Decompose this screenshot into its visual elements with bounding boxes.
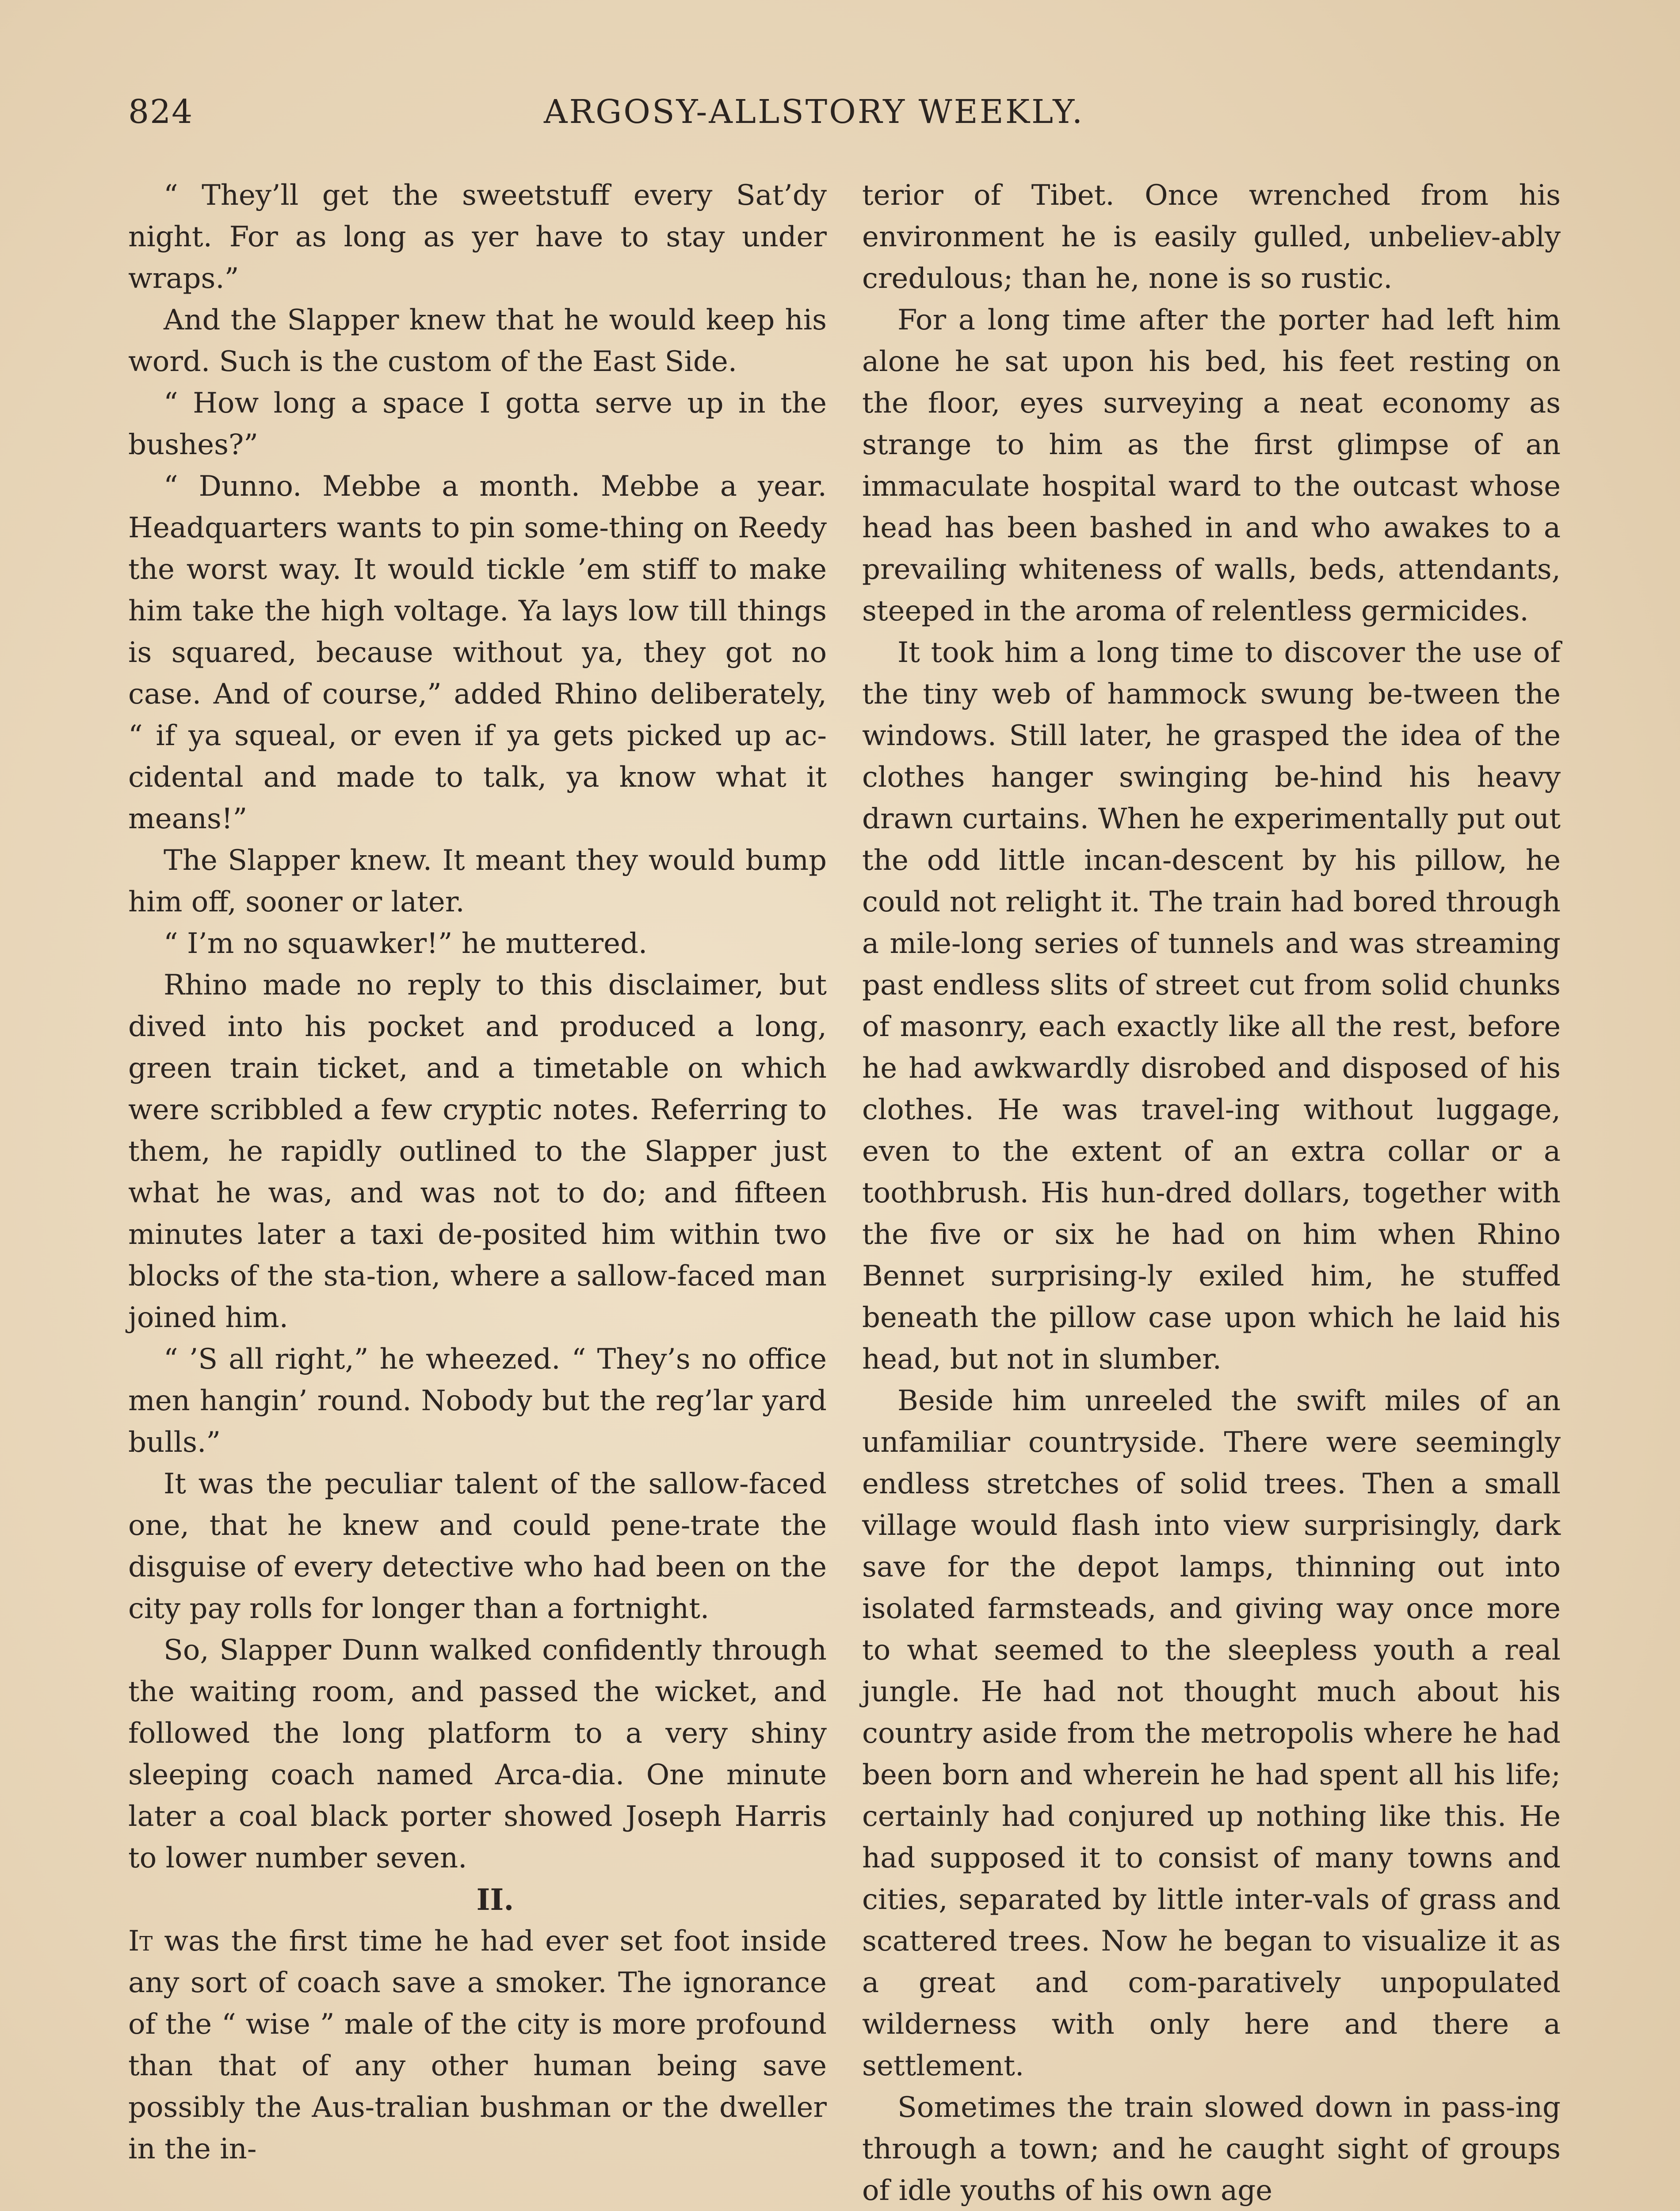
running-head: ARGOSY-ALLSTORY WEEKLY. xyxy=(544,93,1084,131)
paragraph: Rhino made no reply to this disclaimer, but dived into his pocket and produced a long, green train ticket, and a timetable on which were scribbled a few cryptic notes. Referring to them, he rapidly outlined to the Slapper just what he was, and was not to do; and fifteen minutes later a taxi de-posited him within two blocks of the sta-tion, where a sallow-faced man joined him. xyxy=(128,969,827,1334)
page-number: 824 xyxy=(128,93,194,131)
paragraph: It took him a long time to discover the use of the tiny web of hammock swung be-tween the windows. Still later, he grasped the idea of the clothes hanger swinging be-hind his heavy drawn curtains. When he experimentally put out the odd little incan-descent by his pillow, he could not relight it. The train had bored through a mile-long series of tunnels and was streaming past endless slits of street cut from solid chunks of masonry, each exactly like all the rest, before he had awkwardly disrobed and disposed of his clothes. He was travel-ing without luggage, even to the extent of an extra collar or a toothbrush. His hun-dred dollars, together with the five or six he had on him when Rhino Bennet surprising-ly exiled him, he stuffed beneath the pillow case upon which he laid his head, but not in slumber. xyxy=(862,636,1561,1376)
left-column xyxy=(128,175,827,2170)
paragraph: And the Slapper knew that he would keep his word. Such is the custom of the East Side. xyxy=(128,304,827,378)
paragraph: “ ’S all right,” he wheezed. “ They’s no office men hangin’ round. Nobody but the reg’lar yard bulls.” xyxy=(128,1343,827,1459)
paragraph: It was the peculiar talent of the sallow-faced one, that he knew and could pene-trate the disguise of every detective who had been on the city pay rolls for longer than a fortnight. xyxy=(128,1468,827,1625)
chapter-opening-paragraph xyxy=(128,1920,827,2170)
paragraph: Sometimes the train slowed down in pass-ing through a town; and he caught sight of groups of idle youths of his own age xyxy=(862,2091,1561,2207)
section-heading: II. xyxy=(476,1882,514,1917)
paragraph: “ They’ll get the sweetstuff every Sat’dy night. For as long as yer have to stay under wraps.” xyxy=(128,179,827,295)
paragraph: “ How long a space I gotta serve up in the bushes?” xyxy=(128,387,827,461)
paragraph: Beside him unreeled the swift miles of an unfamiliar countryside. There were seemingly endless stretches of solid trees. Then a small village would flash into view surprisingly, dark save for the depot lamps, thinning out into isolated farmsteads, and giving way once more to what seemed to the sleepless youth a real jungle. He had not thought much about his country aside from the metropolis where he had been born and wherein he had spent all his life; certainly had conjured up nothing like this. He had supposed it to consist of many towns and cities, separated by little inter-vals of grass and scattered trees. Now he began to visualize it as a great and com-paratively unpopulated wilderness with only here and there a settlement. xyxy=(862,1385,1561,2082)
right-column xyxy=(862,175,1561,2211)
opening-paragraph-text: was the first time he had ever set foot inside any sort of coach save a smoker. The ignorance of the “ wise ” male of the city is more profound than that of any other human being save possibly the Aus-tralian bushman or the dweller in the in- xyxy=(128,1925,827,2165)
opening-smallcap-word: It xyxy=(128,1925,153,1958)
paragraph: For a long time after the porter had left him alone he sat upon his bed, his feet resting on the floor, eyes surveying a neat economy as strange to him as the first glimpse of an immaculate hospital ward to the outcast whose head has been bashed in and who awakes to a prevailing whiteness of walls, beds, attendants, steeped in the aroma of relentless germicides. xyxy=(862,304,1561,627)
continued-paragraph: terior of Tibet. Once wrenched from his environment he is easily gulled, unbeliev-ably credulous; than he, none is so rustic. xyxy=(862,179,1561,295)
paragraph: So, Slapper Dunn walked confidently through the waiting room, and passed the wicket, and followed the long platform to a very shiny sleeping coach named Arca-dia. One minute later a coal black porter showed Joseph Harris to lower number seven. xyxy=(128,1634,827,1874)
paragraph: “ Dunno. Mebbe a month. Mebbe a year. Headquarters wants to pin some-thing on Reedy the worst way. It would tickle ’em stiff to make him take the high voltage. Ya lays low till things is squared, because without ya, they got no case. And of course,” added Rhino deliberately, “ if ya squeal, or even if ya gets picked up ac-cidental and made to talk, ya know what it means!” xyxy=(128,470,827,835)
paragraph: “ I’m no squawker!” he muttered. xyxy=(164,927,648,960)
paragraph: The Slapper knew. It meant they would bump him off, sooner or later. xyxy=(128,844,827,918)
